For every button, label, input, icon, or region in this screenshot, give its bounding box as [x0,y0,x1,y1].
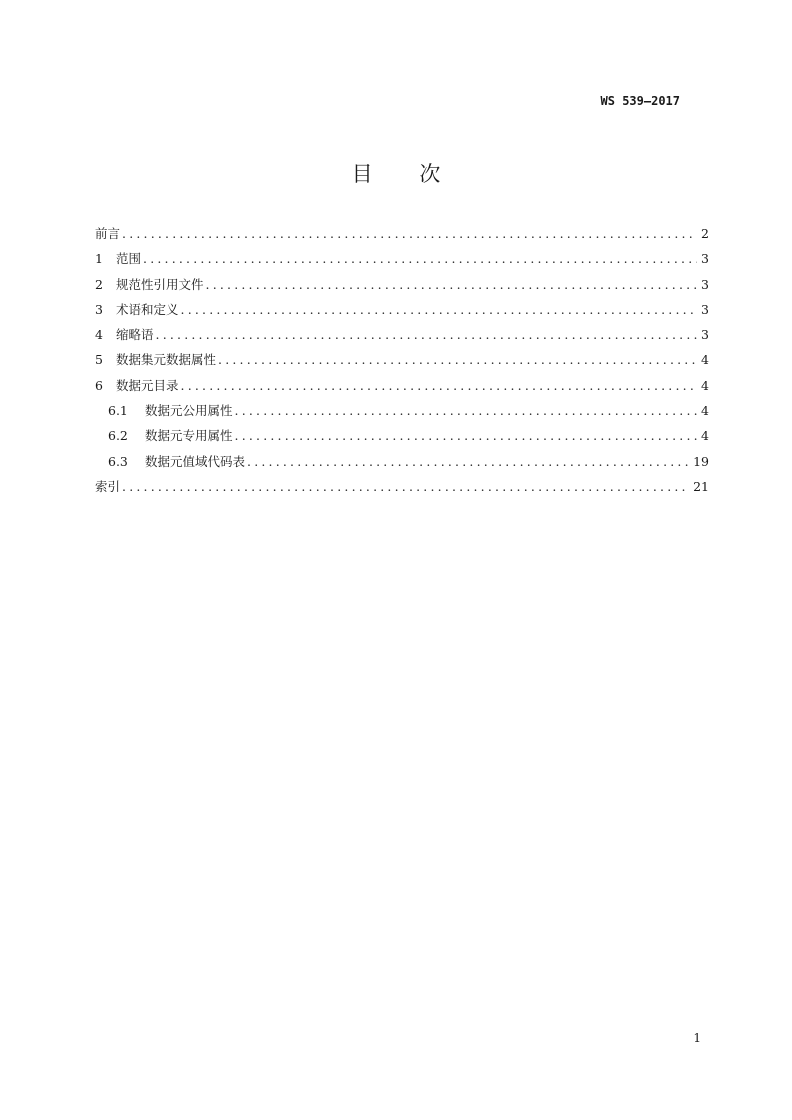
toc-leader-dots [235,426,698,446]
toc-entry-title: 数据元目录 [116,377,179,393]
toc-entry-common-attributes[interactable] [95,401,709,426]
toc-entry-page: 19 [693,453,709,469]
toc-leader-dots [122,224,697,244]
toc-entry-title: 数据元专用属性 [145,428,233,444]
toc-entry-page: 4 [701,352,709,368]
toc-leader-dots [206,275,698,295]
table-of-contents [95,224,709,502]
toc-entry-number: 6.2 [108,428,128,444]
toc-entry-number: 5 [95,352,103,368]
toc-entry-page: 4 [701,428,709,444]
toc-entry-scope[interactable] [95,249,709,274]
toc-entry-number: 3 [95,301,103,317]
toc-entry-title: 缩略语 [116,327,154,343]
toc-entry-number: 6.1 [108,403,128,419]
toc-entry-number: 6 [95,377,103,393]
toc-entry-number: 1 [95,251,103,267]
toc-entry-title: 数据元公用属性 [145,403,233,419]
toc-entry-page: 3 [701,301,709,317]
toc-entry-title: 数据元值域代码表 [145,453,246,469]
toc-entry-title: 数据集元数据属性 [116,352,217,368]
toc-entry-page: 4 [701,403,709,419]
toc-leader-dots [218,350,697,370]
toc-entry-page: 3 [701,327,709,343]
toc-entry-title: 术语和定义 [116,301,179,317]
toc-entry-index[interactable] [95,477,709,502]
toc-leader-dots [143,249,697,269]
toc-entry-specific-attributes[interactable] [95,426,709,451]
toc-entry-data-element-catalog[interactable] [95,376,709,401]
toc-leader-dots [122,477,689,497]
toc-entry-number: 6.3 [108,453,128,469]
toc-entry-terms-definitions[interactable] [95,300,709,325]
document-code: WS 539—2017 [600,94,680,108]
toc-entry-title: 规范性引用文件 [116,276,204,292]
toc-entry-dataset-metadata[interactable] [95,350,709,375]
toc-entry-page: 3 [701,251,709,267]
toc-entry-page: 21 [693,478,709,494]
toc-leader-dots [235,401,698,421]
toc-entry-page: 2 [701,226,709,241]
toc-leader-dots [181,300,698,320]
toc-entry-page: 4 [701,377,709,393]
toc-entry-foreword[interactable] [95,224,709,249]
toc-entry-number: 4 [95,327,103,343]
toc-title: 目 次 [351,162,461,186]
toc-leader-dots [156,325,698,345]
toc-entry-number: 2 [95,276,103,292]
toc-entry-normative-references[interactable] [95,275,709,300]
toc-entry-title: 前言 [95,226,121,241]
toc-entry-abbreviations[interactable] [95,325,709,350]
toc-entry-title: 范围 [116,251,142,267]
page-number: 1 [693,1031,701,1045]
toc-leader-dots [181,376,698,396]
toc-entry-value-domain-codes[interactable] [95,452,709,477]
toc-entry-title: 索引 [95,478,121,494]
toc-leader-dots [247,452,689,472]
toc-entry-page: 3 [701,276,709,292]
